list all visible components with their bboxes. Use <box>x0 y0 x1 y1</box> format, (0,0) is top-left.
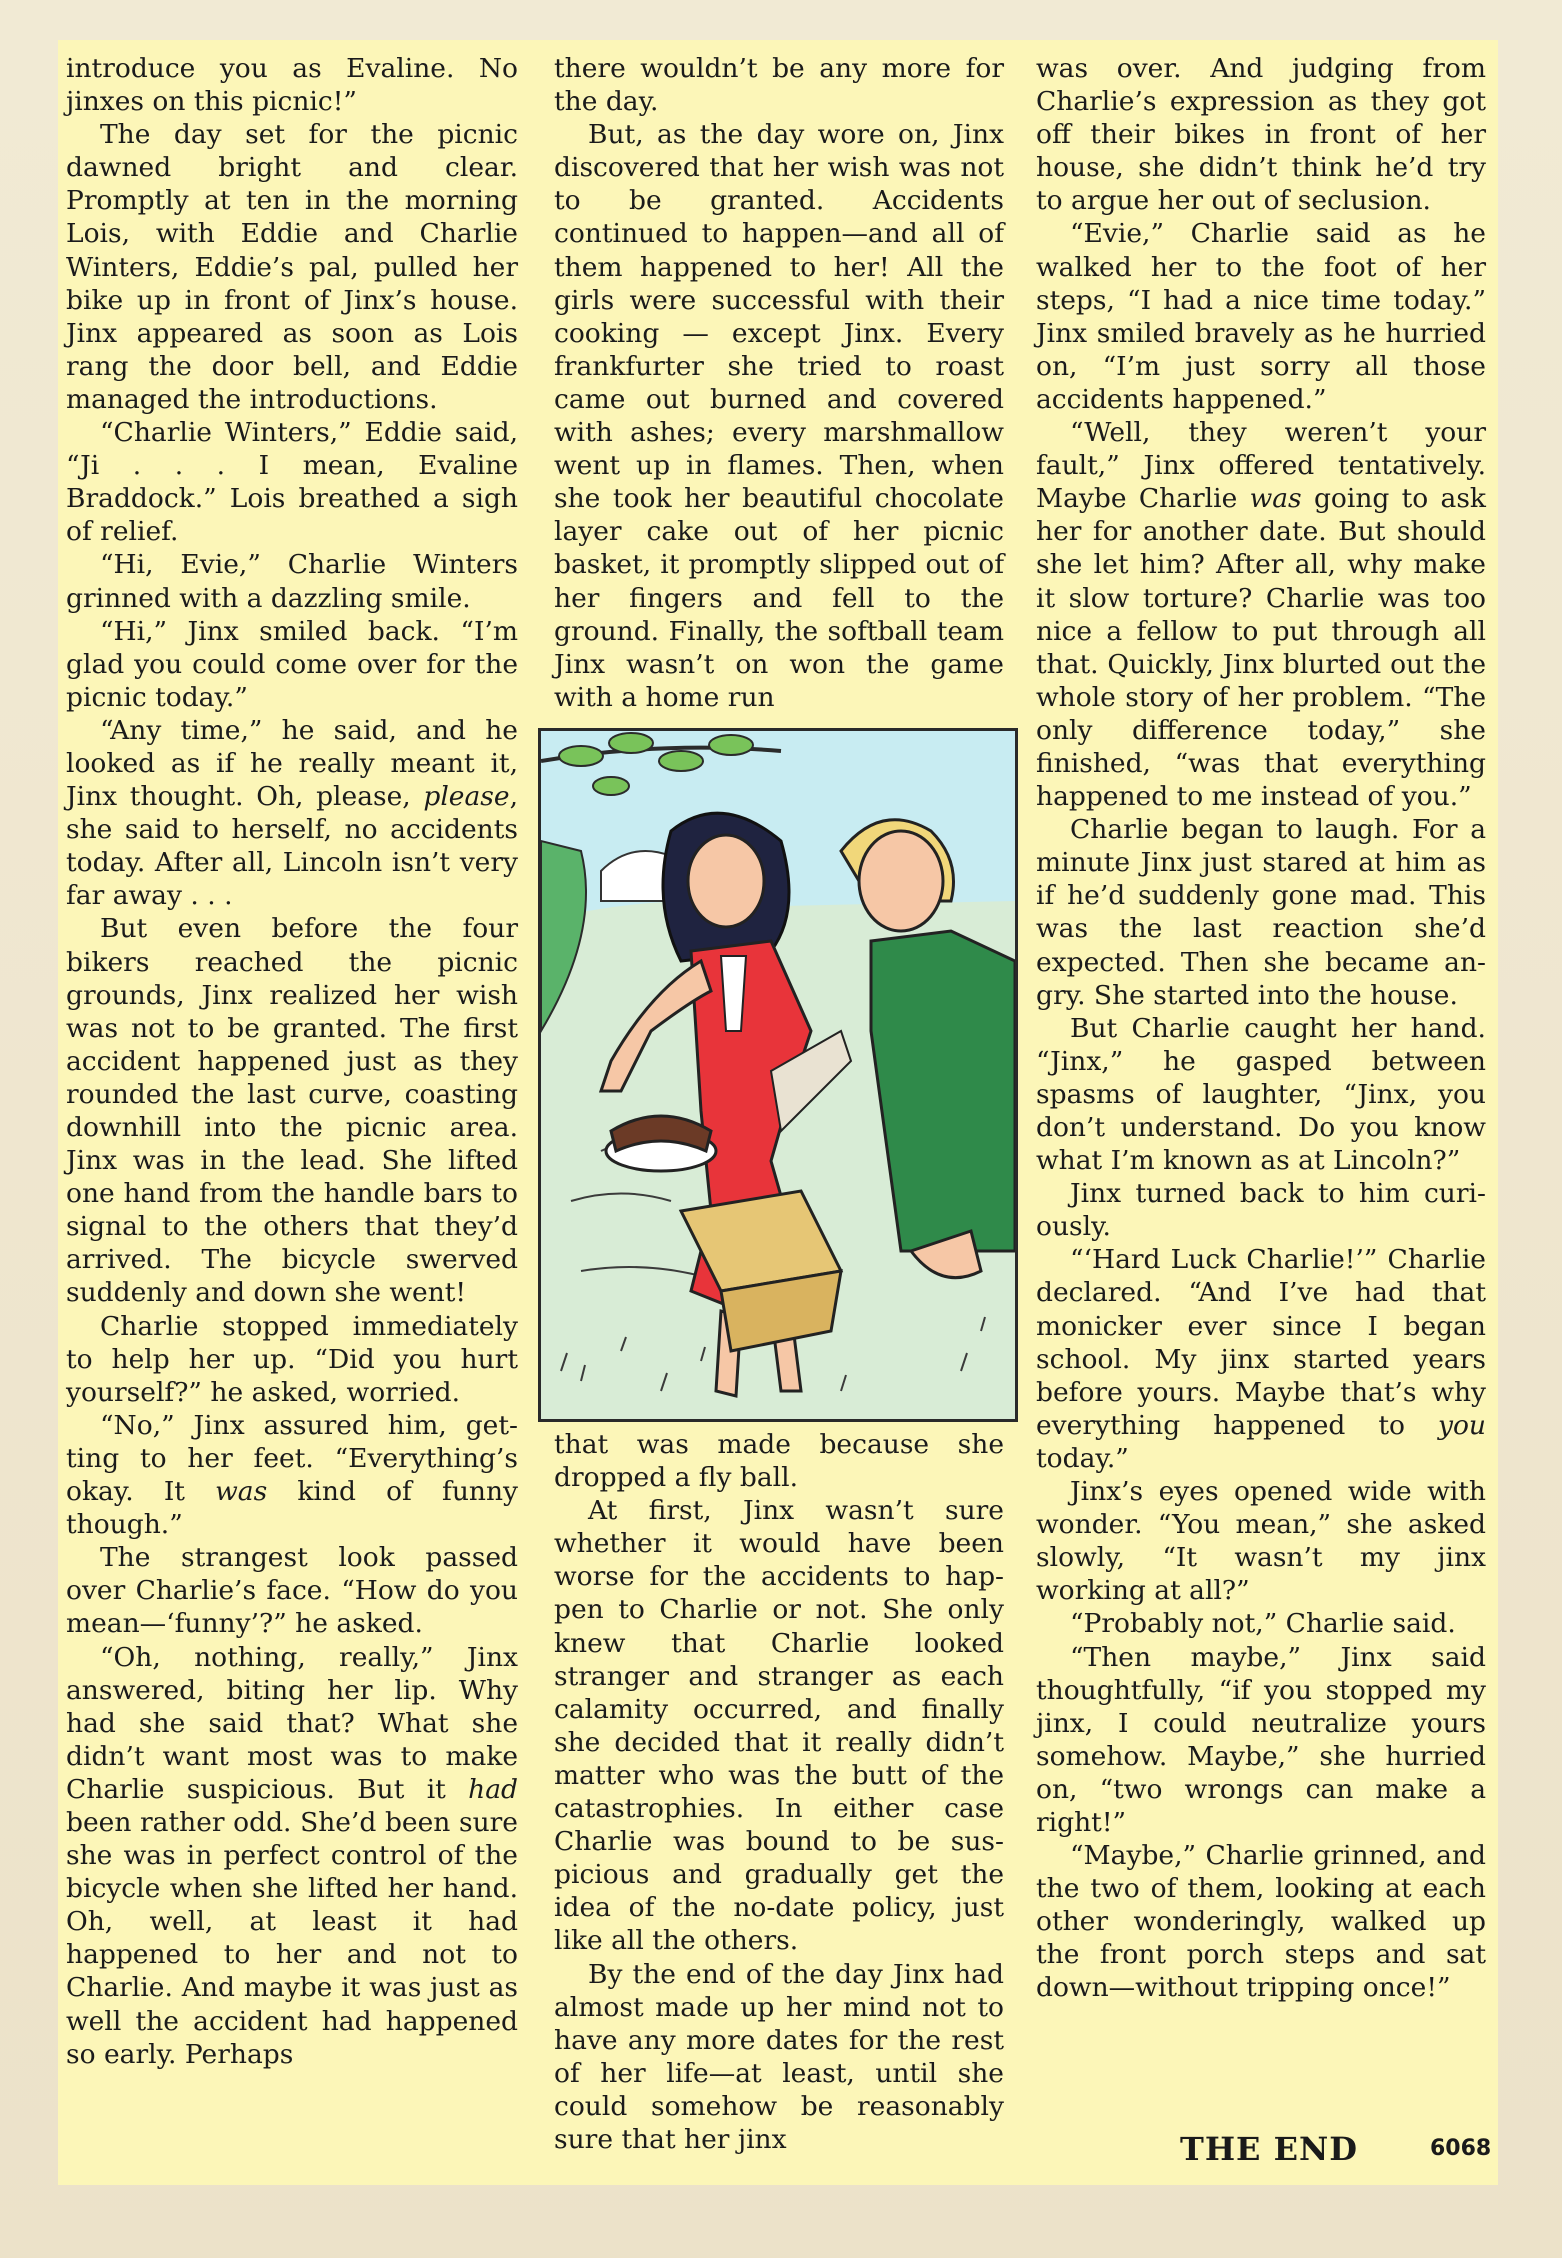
story-paragraph: The strangest look passed over Charlie’s face. “How do you mean—‘funny’?” he asked. <box>66 1542 518 1640</box>
the-end-label: THE END <box>1180 2130 1358 2168</box>
story-paragraph: “No,” Jinx assured him, getting to her feet. “Everything’s okay. It was kind of funny though.” <box>66 1409 518 1541</box>
story-paragraph: “Probably not,” Charlie said. <box>1070 1608 1456 1640</box>
story-paragraph: But even before the four bikers reached the picnic grounds, Jinx realized her wish was not to be granted. The first accident happened just as they rounded the last curve, coasting downhill into the picnic area. Jinx was in the lead. She lifted one hand from the handle bars to signal to the others that they’d arrived. The bicycle swerved suddenly and down she went! <box>66 913 518 1309</box>
picnic-illustration <box>541 731 1015 1419</box>
story-paragraph: “Then maybe,” Jinx said thoughtfully, “if you stopped my jinx, I could neutralize yours somehow. Maybe,” she hurried on, “two wrongs can make a right!” <box>1036 1641 1486 1838</box>
job-number: 6068 <box>1430 2136 1492 2161</box>
story-paragraph: “Hi,” Jinx smiled back. “I’m glad you could come over for the picnic today.” <box>66 615 518 713</box>
text-column-1 <box>66 52 518 2071</box>
story-paragraph: there wouldn’t be any more for the day. <box>554 53 1004 118</box>
story-paragraph: By the end of the day Jinx had almost made up her mind not to have any more dates for the rest of her life—at least, until she could somehow be reasonably sure that her jinx <box>554 1958 1004 2155</box>
text-column-2-bottom <box>554 1428 1004 2156</box>
text-column-3 <box>1036 52 1486 2005</box>
story-paragraph: “Maybe,” Charlie grinned, and the two of them, looking at each other wonderingly, walked up the front porch steps and sat down—without tripping once!” <box>1036 1840 1486 2004</box>
story-paragraph: But, as the day wore on, Jinx discovered that her wish was not to be granted. Accidents continued to happen—and all of them happened to her! All the girls were successful with their cooking — except Jinx. Every frankfurter she tried to roast came out burned and covered with ashes; every marshmallow went up in flames. Then, when she took her beautiful chocolate layer cake out of her picnic basket, it promptly slipped out of her fingers and fell to the ground. Finally, the softball team Jinx wasn’t on won the game with a home run <box>554 119 1004 713</box>
story-paragraph: “Well, they weren’t your fault,” Jinx offered tentatively. Maybe Charlie was going to ask her for another date. But should she let him? After all, why make it slow torture? Charlie was too nice a fellow to put through all that. Quickly, Jinx blurted out the whole story of her problem. “The only difference today,” she finished, “was that everything happened to me instead of you.” <box>1036 417 1486 813</box>
story-paragraph: Jinx turned back to him curiously. <box>1036 1178 1486 1243</box>
text-column-2-top <box>554 52 1004 714</box>
story-paragraph: “Hi, Evie,” Charlie Winters grinned with a dazzling smile. <box>66 549 518 614</box>
story-paragraph: At first, Jinx wasn’t sure whether it would have been worse for the accidents to happen to Charlie or not. She only knew that Charlie looked stranger and stranger as each calamity occurred, and finally she decided that it really didn’t matter who was the butt of the catastrophies. In either case Charlie was bound to be suspicious and gradually get the idea of the no-date policy, just like all the others. <box>554 1495 1004 1957</box>
story-paragraph: The day set for the picnic dawned bright and clear. Promptly at ten in the morning Lois, with Eddie and Charlie Winters, Eddie’s pal, pulled her bike up in front of Jinx’s house. Jinx appeared as soon as Lois rang the door bell, and Eddie managed the introductions. <box>66 119 518 415</box>
story-paragraph: Charlie began to laugh. For a minute Jinx just stared at him as if he’d suddenly gone mad. This was the last reaction she’d expected. Then she became angry. She started into the house. <box>1036 814 1486 1011</box>
story-paragraph: Jinx’s eyes opened wide with wonder. “You mean,” she asked slowly, “It wasn’t my jinx working at all?” <box>1036 1476 1486 1607</box>
fallen-cake <box>606 1116 716 1171</box>
story-paragraph: “Charlie Winters,” Eddie said, “Ji . . . I mean, Evaline Braddock.” Lois breathed a sigh of relief. <box>66 417 518 548</box>
story-paragraph: introduce you as Evaline. No jinxes on this picnic!” <box>66 53 518 118</box>
story-paragraph: “Evie,” Charlie said as he walked her to the foot of her steps, “I had a nice time today.” Jinx smiled bravely as he hurried on, “I’m just sorry all those accidents happened.” <box>1036 218 1486 415</box>
story-paragraph: “Oh, nothing, really,” Jinx answered, biting her lip. Why had she said that? What she didn’t want most was to make Charlie suspicious. But it had been rather odd. She’d been sure she was in perfect control of the bicycle when she lifted her hand. Oh, well, at least it had happened to her and not to Charlie. And maybe it was just as well the accident had happened so early. Perhaps <box>66 1641 518 2070</box>
story-paragraph: that was made because she dropped a fly ball. <box>554 1429 1004 1494</box>
illustration-panel <box>538 728 1018 1422</box>
story-paragraph: “‘Hard Luck Charlie!’” Charlie declared. “And I’ve had that monicker ever since I began school. My jinx started years before yours. Maybe that’s why everything happened to you today.” <box>1036 1244 1486 1474</box>
story-paragraph: “Any time,” he said, and he looked as if he really meant it, Jinx thought. Oh, please, please, she said to herself, no accidents today. After all, Lincoln isn’t very far away . . . <box>66 714 518 912</box>
story-paragraph: Charlie stopped immediately to help her up. “Did you hurt yourself?” he asked, worried. <box>66 1310 518 1408</box>
story-paragraph: But Charlie caught her hand. “Jinx,” he gasped between spasms of laughter, “Jinx, you don’t understand. Do you know what I’m known as at Lincoln?” <box>1036 1012 1486 1177</box>
story-paragraph: was over. And judging from Charlie’s expression as they got off their bikes in front of her house, she didn’t think he’d try to argue her out of seclusion. <box>1036 53 1486 217</box>
